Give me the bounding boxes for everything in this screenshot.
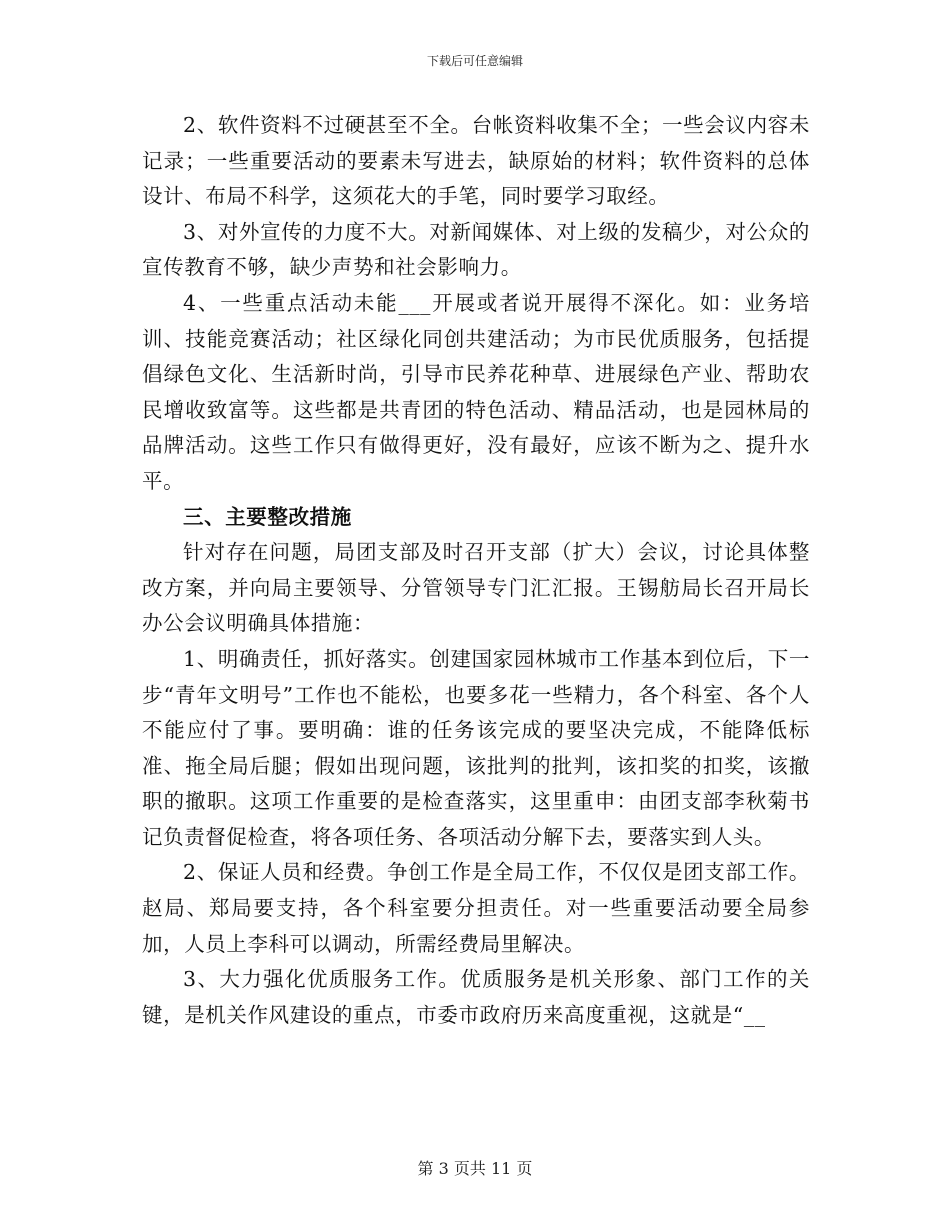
- paragraph-key-activities: 4、一些重点活动未能___开展或者说开展得不深化。如：业务培训、技能竞赛活动；社区绿化同创共建活动；为市民优质服务，包括提倡绿色文化、生活新时尚，引导市民养花种草、进展绿色产业、帮助农民增收致富等。这些都是共青团的特色活动、精品活动，也是园林局的品牌活动。这些工作只有做得更好，没有最好，应该不断为之、提升水平。: [142, 290, 810, 493]
- paragraph-software-materials: 2、软件资料不过硬甚至不全。台帐资料收集不全；一些会议内容未记录；一些重要活动的要素未写进去，缺原始的材料；软件资料的总体设计、布局不科学，这须花大的手笔，同时要学习取经。: [142, 113, 810, 209]
- page-footer: 第 3 页共 11 页: [417, 1159, 533, 1178]
- page-header: 下载后可任意编辑: [426, 54, 523, 68]
- paragraph-publicity: 3、对外宣传的力度不大。对新闻媒体、对上级的发稿少，对公众的宣传教育不够，缺少声势和社会影响力。: [142, 219, 810, 280]
- paragraph-meeting: 针对存在问题，局团支部及时召开支部（扩大）会议，讨论具体整改方案，并向局主要领导、分管领导专门汇汇报。王锡舫局长召开局长办公会议明确具体措施：: [142, 540, 810, 636]
- paragraph-quality-service: 3、大力强化优质服务工作。优质服务是机关形象、部门工作的关键，是机关作风建设的重点，市委市政府历来高度重视，这就是“__: [142, 967, 810, 1027]
- paragraph-responsibility: 1、明确责任，抓好落实。创建国家园林城市工作基本到位后，下一步“青年文明号”工作也不能松，也要多花一些精力，各个科室、各个人不能应付了事。要明确：谁的任务该完成的要坚决完成，不能降低标准、拖全局后腿；假如出现问题，该批判的批判，该扣奖的扣奖，该撤职的撤职。这项工作重要的是检查落实，这里重申：由团支部李秋菊书记负责督促检查，将各项任务、各项活动分解下去，要落实到人头。: [142, 646, 810, 849]
- paragraph-staff-funding: 2、保证人员和经费。争创工作是全局工作，不仅仅是团支部工作。赵局、郑局要支持，各个科室要分担责任。对一些重要活动要全局参加，人员上李科可以调动，所需经费局里解决。: [142, 860, 810, 956]
- document-body: [142, 108, 810, 1033]
- section-heading-rectification: 三、主要整改措施: [183, 504, 352, 529]
